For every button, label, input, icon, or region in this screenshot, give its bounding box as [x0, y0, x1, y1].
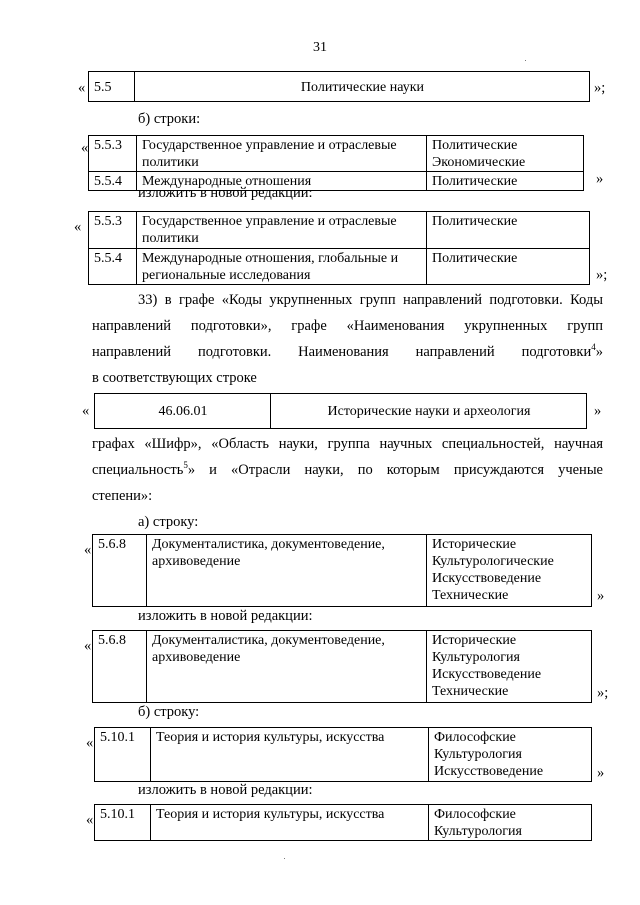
areas-cell	[427, 249, 590, 285]
table-row	[95, 805, 592, 841]
label-a-row: а) строку:	[138, 514, 199, 530]
name-cell: Документалистика, документоведение, архивоведение	[147, 535, 427, 607]
areas-cell	[427, 631, 592, 703]
open-quote: «	[84, 542, 92, 558]
name-cell: Политические науки	[135, 72, 590, 102]
label-new-redaction: изложить в новой редакции:	[138, 608, 313, 624]
close-quote: »	[597, 765, 605, 781]
code-cell: 5.5	[89, 72, 135, 102]
open-quote: «	[86, 812, 94, 828]
area-item: Политические	[432, 174, 518, 189]
label-new-redaction: изложить в новой редакции:	[138, 782, 313, 798]
area-item: Искусствоведение	[432, 571, 542, 586]
close-quote: »;	[594, 80, 606, 96]
areas-cell	[427, 172, 584, 191]
area-item: Технические	[432, 588, 509, 603]
area-item: Культурология	[434, 747, 522, 762]
area-item: Политические	[432, 138, 518, 153]
open-quote: «	[86, 735, 94, 751]
table-5-5	[88, 71, 590, 102]
area-item: Экономические	[432, 155, 526, 170]
areas-cell	[429, 805, 592, 841]
area-item: Политические	[432, 251, 518, 266]
scan-speck	[284, 858, 285, 859]
label-b-row: б) строку:	[138, 704, 200, 720]
page-number: 31	[313, 40, 327, 55]
areas-cell	[427, 535, 592, 607]
label-b-rows: б) строки:	[138, 111, 201, 127]
table-5-10-1-old	[94, 727, 592, 782]
area-item: Исторические	[432, 633, 517, 648]
table-5-6-8-new	[92, 630, 592, 703]
table-5-10-1-new	[94, 804, 592, 841]
area-item: Искусствоведение	[432, 667, 542, 682]
paragraph-33-line-4: в соответствующих строке	[92, 370, 257, 386]
name-cell: Исторические науки и археология	[271, 394, 587, 429]
code-cell: 5.6.8	[93, 631, 147, 703]
area-item: Культурологические	[432, 554, 554, 569]
code-cell: 5.5.4	[89, 249, 137, 285]
areas-cell	[429, 728, 592, 782]
area-item: Искусствоведение	[434, 764, 544, 779]
close-quote: »	[596, 171, 604, 187]
close-quote: »	[597, 588, 605, 604]
paragraph-33-line-1: 33) в графе «Коды укрупненных групп направлений подготовки. Коды	[138, 292, 603, 308]
paragraph-33-line-2: направлений подготовки», графе «Наименования укрупненных групп	[92, 318, 603, 334]
name-cell: Международные отношения, глобальные и региональные исследования	[137, 249, 427, 285]
name-cell: Теория и история культуры, искусства	[151, 728, 429, 782]
paragraph-grafah-line-2: специальность$^5$» и «Отрасли науки, по которым присуждаются ученые	[92, 460, 603, 478]
table-row	[89, 249, 590, 285]
close-quote: »	[594, 403, 602, 419]
close-quote: »;	[596, 267, 608, 283]
code-cell: 5.10.1	[95, 728, 151, 782]
code-cell: 5.5.3	[89, 212, 137, 249]
code-cell: 5.10.1	[95, 805, 151, 841]
areas-cell	[427, 136, 584, 172]
area-item: Культурология	[432, 650, 520, 665]
name-cell: Теория и история культуры, искусства	[151, 805, 429, 841]
table-row	[93, 535, 592, 607]
name-cell: Государственное управление и отраслевые политики	[137, 136, 427, 172]
areas-cell	[427, 212, 590, 249]
open-quote: «	[81, 140, 89, 156]
paragraph-grafah-line-1: графах «Шифр», «Область науки, группа научных специальностей, научная	[92, 436, 603, 452]
area-item: Философские	[434, 807, 516, 822]
area-item: Культурология	[434, 824, 522, 839]
paragraph-33-line-3: направлений подготовки. Наименования направлений подготовки$^4$»	[92, 342, 603, 360]
code-cell: 5.5.4	[89, 172, 137, 191]
code-cell: 5.5.3	[89, 136, 137, 172]
table-row	[93, 631, 592, 703]
open-quote: «	[74, 219, 82, 235]
area-item: Технические	[432, 684, 509, 699]
area-item: Исторические	[432, 537, 517, 552]
area-item: Политические	[432, 214, 518, 229]
name-cell: Международные отношения	[137, 172, 427, 191]
code-cell: 46.06.01	[95, 394, 271, 429]
paragraph-grafah-line-3: степени»:	[92, 488, 153, 504]
table-46-06-01	[94, 393, 587, 429]
label-new-redaction: изложить в новой редакции:	[138, 185, 313, 201]
open-quote: «	[78, 80, 86, 96]
table-5-6-8-old	[92, 534, 592, 607]
open-quote: «	[82, 403, 90, 419]
table-row	[95, 728, 592, 782]
code-cell: 5.6.8	[93, 535, 147, 607]
table-row	[89, 136, 584, 172]
scan-speck	[525, 60, 526, 61]
name-cell: Государственное управление и отраслевые политики	[137, 212, 427, 249]
open-quote: «	[84, 638, 92, 654]
table-row	[89, 212, 590, 249]
area-item: Философские	[434, 730, 516, 745]
name-cell: Документалистика, документоведение, архивоведение	[147, 631, 427, 703]
table-new-rows	[88, 211, 590, 285]
close-quote: »;	[597, 685, 609, 701]
